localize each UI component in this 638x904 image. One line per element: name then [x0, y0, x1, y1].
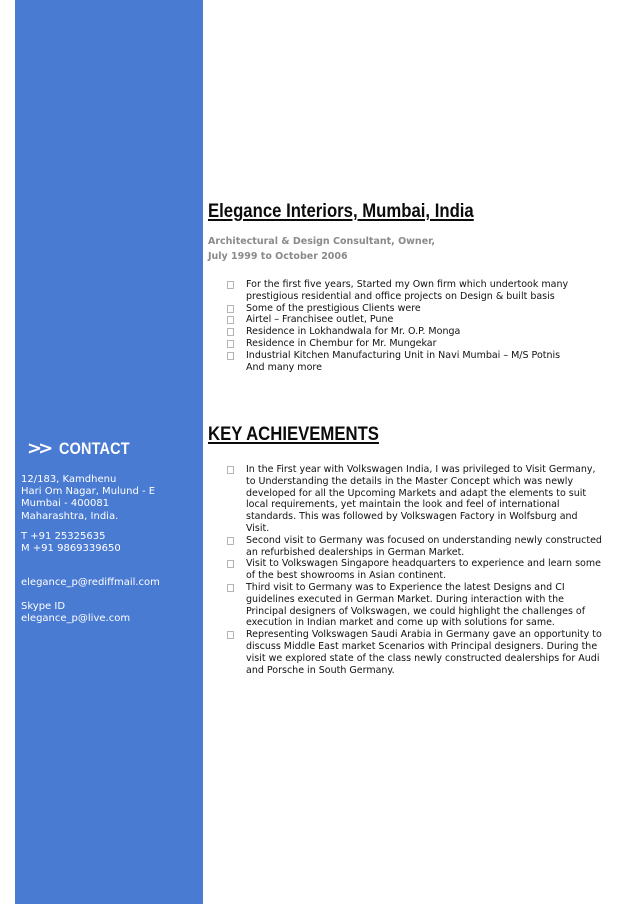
- list-item: Representing Volkswagen Saudi Arabia in Germany gave an opportunity to discuss Middle East market Scenarios with Principal designers. During the visit we explored state of the class newly constructed dealerships for Audi and Porsche in South Germany.: [224, 629, 602, 676]
- skype-label: Skype ID: [21, 601, 66, 612]
- list-item: Second visit to Germany was focused on understanding newly constructed an refurbished dealerships in German Market.: [224, 535, 602, 559]
- bullet-box-icon: [227, 352, 234, 360]
- bullet-box-icon: [227, 631, 234, 639]
- sidebar: [15, 0, 203, 904]
- address-line: Maharashtra, India.: [21, 510, 119, 522]
- bullet-box-icon: [227, 466, 234, 474]
- list-item: Visit to Volkswagen Singapore headquarters to experience and learn some of the best showrooms in Asian continent.: [224, 558, 602, 582]
- role-title: Architectural & Design Consultant, Owner,: [208, 236, 436, 247]
- role-period: July 1999 to October 2006: [208, 251, 348, 262]
- bullet-box-icon: [227, 560, 234, 568]
- bullet-box-icon: [227, 537, 234, 545]
- email-link[interactable]: elegance_p@rediffmail.com: [21, 577, 160, 588]
- contact-title: CONTACT: [59, 439, 130, 458]
- double-chevron-right-icon: >>: [27, 438, 50, 459]
- skype-id: elegance_p@live.com: [21, 613, 131, 625]
- contact-skype-block: [21, 601, 130, 625]
- bullet-box-icon: [227, 584, 234, 592]
- bullet-box-icon: [227, 328, 234, 336]
- address-line: Mumbai - 400081: [21, 498, 110, 510]
- achievements-heading: KEY ACHIEVEMENTS: [208, 424, 379, 445]
- bullet-box-icon: [227, 316, 234, 324]
- list-item-trailing: And many more: [246, 361, 322, 373]
- bullet-box-icon: [227, 305, 234, 313]
- company-heading: Elegance Interiors, Mumbai, India: [208, 201, 474, 222]
- contact-heading: [27, 439, 142, 459]
- list-item: Residence in Lokhandwala for Mr. O.P. Monga: [224, 326, 602, 338]
- bullet-box-icon: [227, 281, 234, 289]
- contact-phones: [21, 531, 121, 555]
- contact-address: [21, 474, 155, 523]
- address-line: 12/183, Kamdhenu: [21, 474, 117, 485]
- achievements-list: [224, 464, 602, 676]
- list-item: In the First year with Volkswagen India, I was privileged to Visit Germany, to Understanding the details in the Master Concept which was newly developed for all the Upcoming Markets and adapt the elements to suit local requirements, yet maintain the look and feel of international standards. This was followed by Volkswagen Factory in Wolfsburg and Visit.: [224, 464, 602, 535]
- list-item: For the first five years, Started my Own firm which undertook many prestigious residential and office projects on Design & built basis: [224, 279, 602, 303]
- bullet-box-icon: [227, 340, 234, 348]
- experience-list: [224, 279, 602, 373]
- phone-mobile: M +91 9869339650: [21, 543, 121, 555]
- contact-email-block: [21, 577, 160, 589]
- phone-telephone: T +91 25325635: [21, 531, 106, 542]
- list-item: Airtel – Franchisee outlet, Pune: [224, 314, 602, 326]
- list-item: Industrial Kitchen Manufacturing Unit in Navi Mumbai – M/S Potnis: [224, 350, 602, 362]
- list-item: Residence in Chembur for Mr. Mungekar: [224, 338, 602, 350]
- role-block: [208, 234, 435, 264]
- list-item: Some of the prestigious Clients were: [224, 303, 602, 315]
- address-line: Hari Om Nagar, Mulund - E: [21, 486, 156, 498]
- list-item: Third visit to Germany was to Experience the latest Designs and CI guidelines executed in German Market. During interaction with the Principal designers of Volkswagen, we could highlight the challenges of execution in Indian market and come up with solutions for same.: [224, 582, 602, 629]
